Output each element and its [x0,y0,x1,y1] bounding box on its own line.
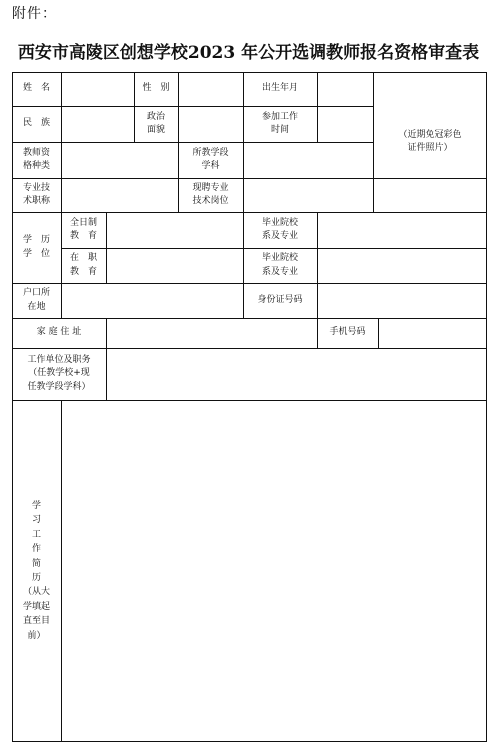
inservice-label-line-1: 在 职 [69,253,97,264]
work-unit-label-line-1: 工作单位及职务 [27,355,91,366]
id-number-label: 身份证号码 [257,294,303,305]
work-start-label [243,106,317,142]
hukou-field[interactable] [61,283,243,318]
tech-title-label-line-2: 术职称 [22,196,50,206]
tech-title-field[interactable] [61,178,178,212]
fulltime-school-label [243,212,317,248]
work-unit-label-line-2: （任教学校+现 [28,368,90,379]
phone-label: 手机号码 [329,327,366,338]
resume-label-text: 学 习 工 作 简 历 （从大 学填起 直至目 前） [22,501,50,641]
work-unit-field[interactable] [106,348,487,400]
political-label-line-1: 政治 [146,111,165,122]
birth-field[interactable] [317,72,373,106]
hukou-label-line-1: 户口所 [22,288,50,299]
inservice-label-line-2: 教 育 [69,266,97,277]
fulltime-degree-field[interactable] [106,212,243,248]
work-start-label-line-1: 参加工作 [261,111,298,122]
teacher-cert-label-line-1: 教师资 [22,147,50,158]
photo-area[interactable] [373,72,487,212]
birth-label: 出生年月 [261,83,298,94]
political-label-line-2: 面貌 [146,125,165,135]
id-number-field[interactable] [317,283,487,318]
fulltime-label-line-1: 全日制 [69,217,97,228]
fulltime-school-label-line-1: 毕业院校 [261,217,298,228]
photo-hint-line-1: （近期免冠彩色 [398,129,462,140]
work-unit-label-line-3: 任教学段学科） [27,381,91,392]
teach-subject-label-line-2: 学科 [201,161,220,171]
gender-field[interactable] [178,72,243,106]
work-unit-label [12,348,106,400]
resume-field[interactable] [61,400,487,742]
home-address-field[interactable] [106,318,317,348]
name-field[interactable] [61,72,134,106]
tech-title-label-line-1: 专业技 [22,182,50,193]
political-field[interactable] [178,106,243,142]
gender-label: 性 别 [142,83,170,94]
fulltime-school-field[interactable] [317,212,487,248]
teacher-cert-label-line-2: 格种类 [22,161,50,171]
teacher-cert-field[interactable] [61,142,178,178]
name-label: 姓 名 [22,83,50,94]
hukou-label [12,283,61,318]
teach-subject-field[interactable] [243,142,373,178]
photo-hint-line-2: 证件照片） [407,143,453,153]
employ-post-label [178,178,243,212]
attachment-label: 附件： [12,6,57,22]
resume-label [12,400,61,742]
inservice-school-label [243,248,317,283]
teacher-cert-label [12,142,61,178]
fulltime-label [61,212,106,248]
home-address-label: 家 庭 住 址 [36,327,82,338]
fulltime-school-label-line-2: 系及专业 [261,231,298,241]
employ-post-field[interactable] [243,178,373,212]
inservice-school-label-line-1: 毕业院校 [261,253,298,264]
teach-subject-label-line-1: 所教学段 [192,147,229,158]
ethnicity-field[interactable] [61,106,134,142]
inservice-degree-field[interactable] [106,248,243,283]
form-title: 西安市高陵区创想学校2023 年公开选调教师报名资格审查表 [17,43,480,63]
teach-subject-label [178,142,243,178]
ethnicity-label: 民 族 [22,118,50,129]
hukou-label-line-2: 在地 [27,301,46,312]
employ-post-label-line-2: 技术岗位 [192,196,229,206]
employ-post-label-line-1: 现聘专业 [192,182,229,193]
fulltime-label-line-2: 教 育 [69,231,97,241]
education-label [12,212,61,283]
political-label [134,106,178,142]
phone-field[interactable] [378,318,487,348]
education-label-line-1: 学 历 [22,235,50,246]
inservice-school-field[interactable] [317,248,487,283]
work-start-field[interactable] [317,106,373,142]
tech-title-label [12,178,61,212]
work-start-label-line-2: 时间 [270,125,289,135]
inservice-school-label-line-2: 系及专业 [261,266,298,277]
inservice-label [61,248,106,283]
education-label-line-2: 学 位 [22,248,50,259]
